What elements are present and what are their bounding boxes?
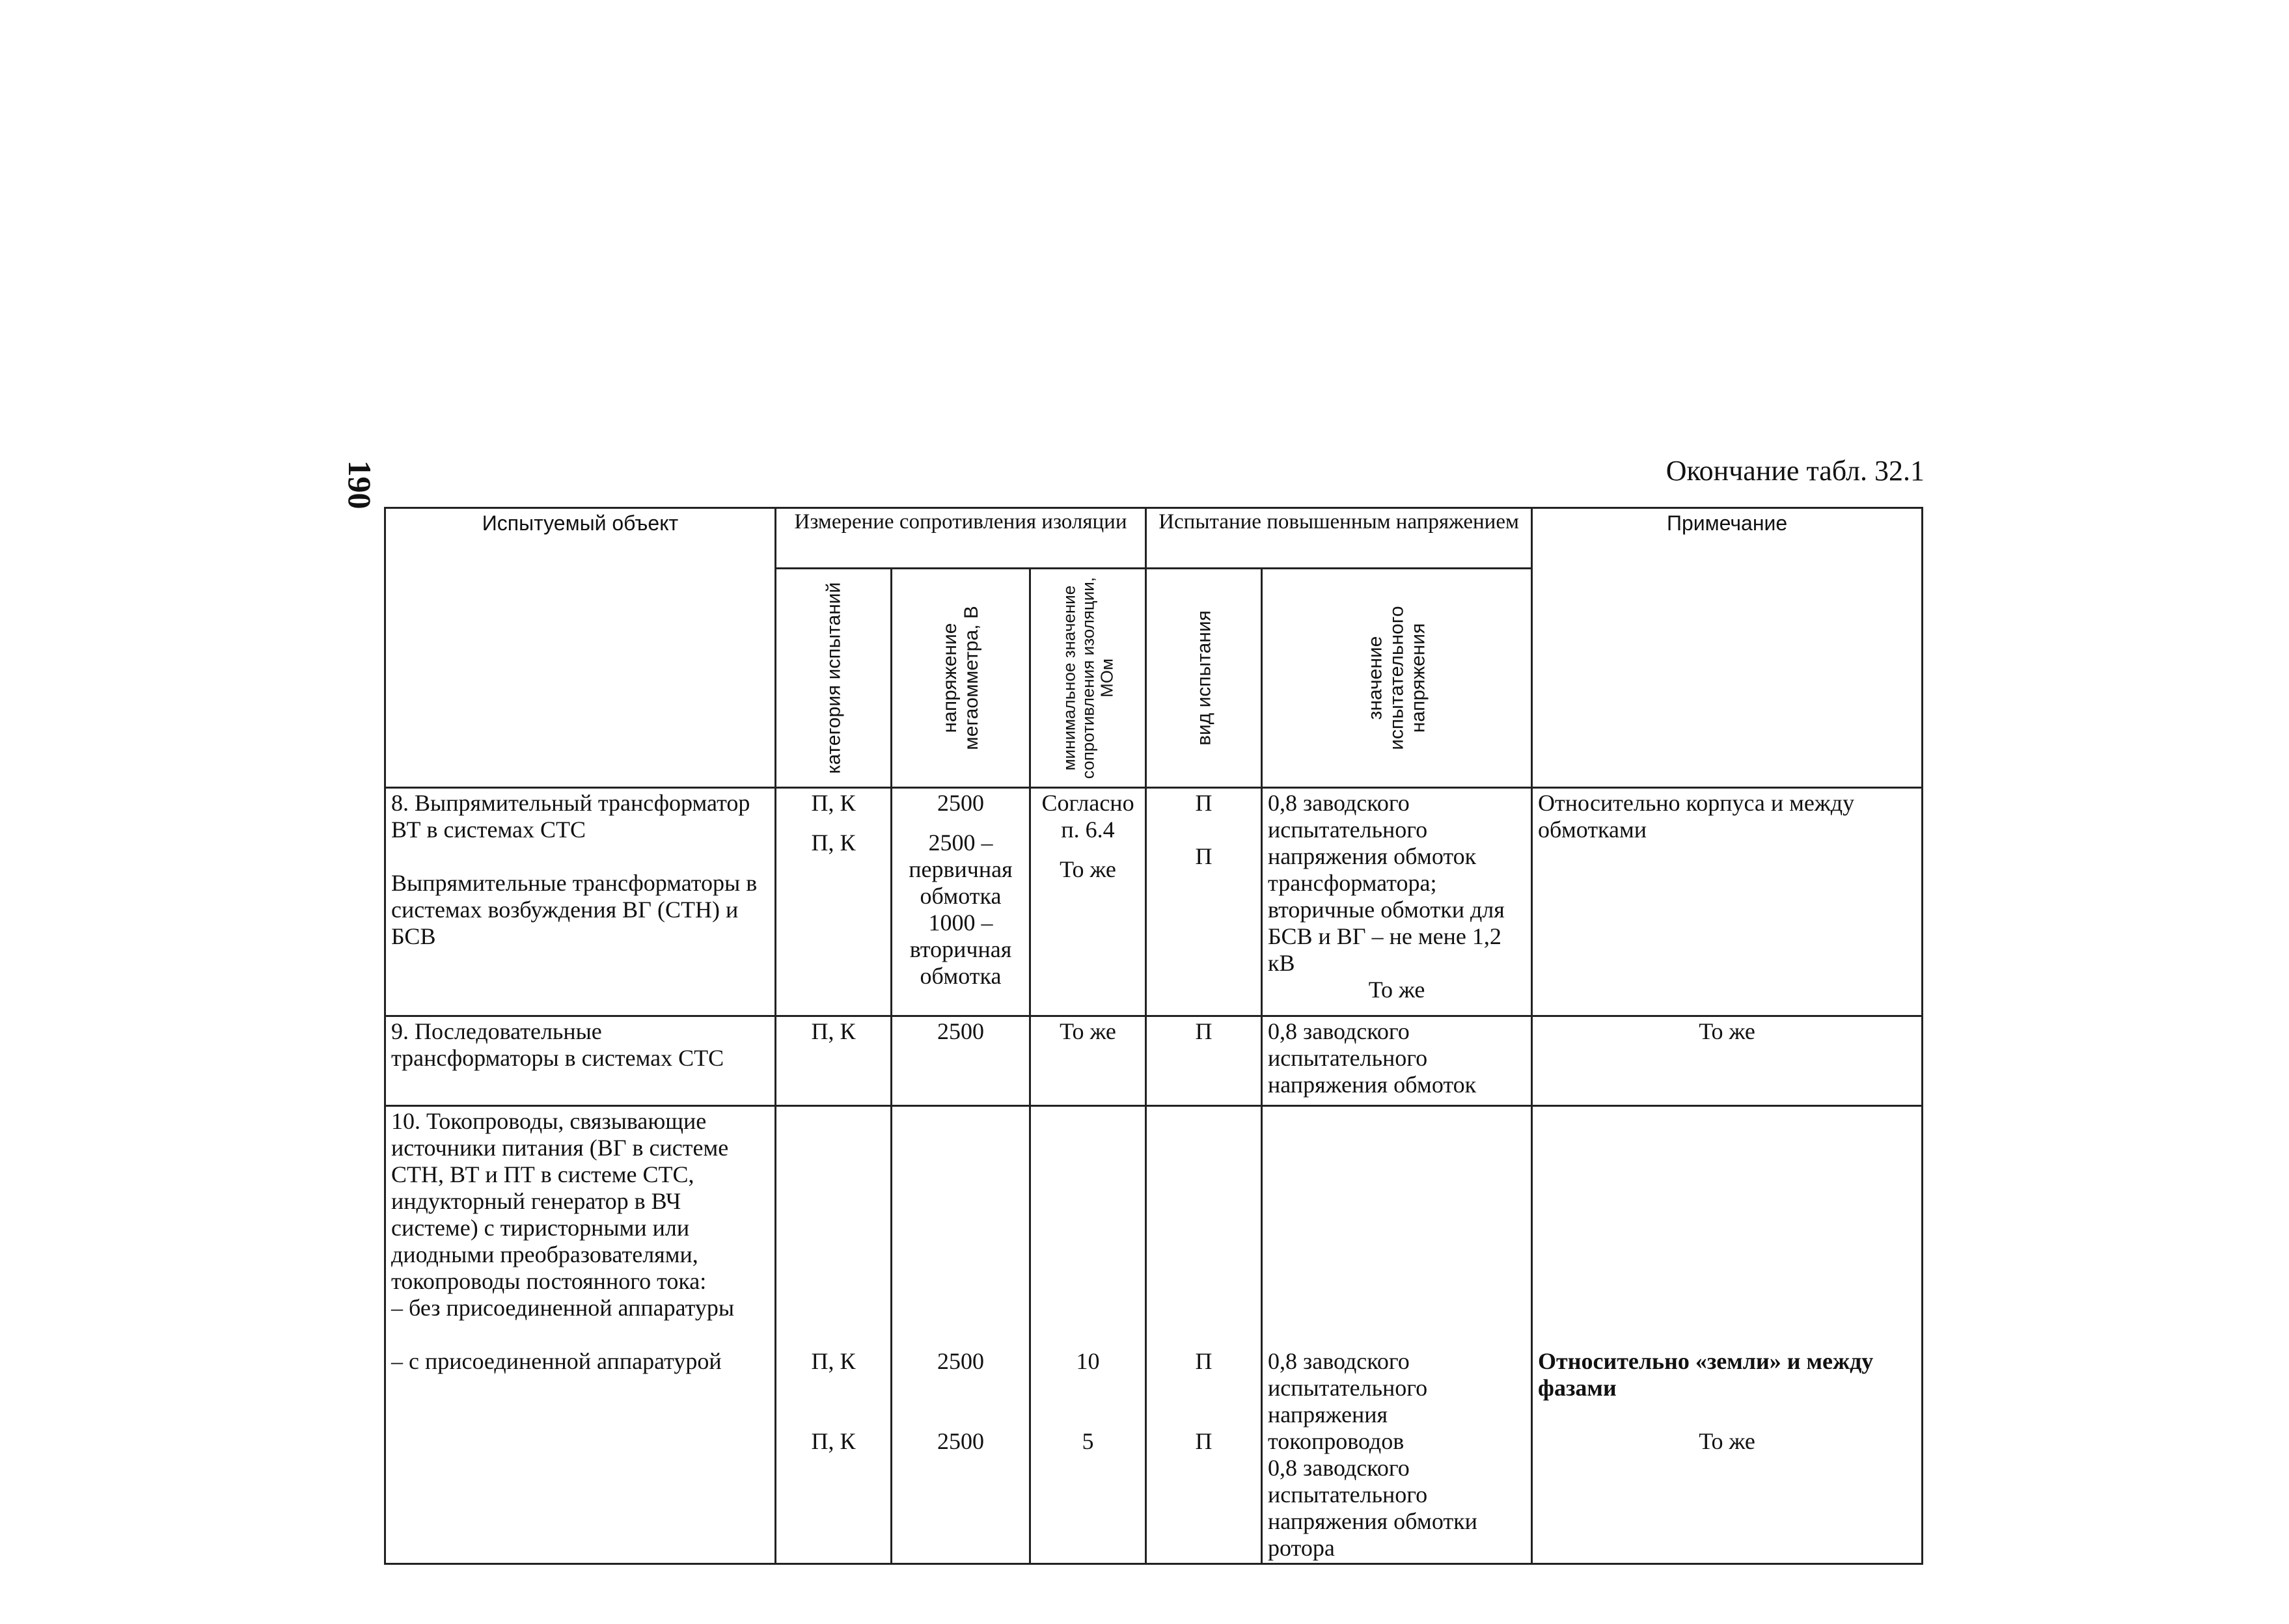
resistance-10b: 5 bbox=[1082, 1428, 1094, 1454]
note-10b: То же bbox=[1699, 1428, 1755, 1454]
header-min-resistance bbox=[1030, 569, 1146, 788]
cell-test-voltage-10 bbox=[1262, 1106, 1532, 1564]
header-test-voltage-text: значение испытательного напряжения bbox=[1364, 606, 1429, 750]
voltage-8b: 2500 – первичная обмотка 1000 – вторичная обмотка bbox=[909, 830, 1013, 989]
note-8: Относительно корпуса и между обмотками bbox=[1538, 790, 1855, 843]
cell-resistance-10 bbox=[1030, 1106, 1146, 1564]
header-test-type bbox=[1146, 569, 1262, 788]
test-type-10b: П bbox=[1195, 1428, 1213, 1454]
cell-category-9: П, К bbox=[776, 1016, 892, 1106]
header-row-1 bbox=[385, 508, 1923, 569]
cell-note-10 bbox=[1532, 1106, 1923, 1564]
cell-voltage-9: 2500 bbox=[892, 1016, 1030, 1106]
header-test-voltage bbox=[1262, 569, 1532, 788]
cell-test-type-8 bbox=[1146, 788, 1262, 1016]
cell-category-8 bbox=[776, 788, 892, 1016]
resistance-8b: То же bbox=[1060, 856, 1116, 882]
cell-resistance-8 bbox=[1030, 788, 1146, 1016]
header-category bbox=[776, 569, 892, 788]
cell-object-10 bbox=[385, 1106, 776, 1564]
object-8a: 8. Выпрямительный трансформатор ВТ в системах СТС bbox=[391, 790, 750, 843]
category-10a: П, К bbox=[811, 1348, 856, 1374]
resistance-10a: 10 bbox=[1076, 1348, 1100, 1374]
cell-test-type-9: П bbox=[1146, 1016, 1262, 1106]
voltage-10b: 2500 bbox=[937, 1428, 984, 1454]
category-8b: П, К bbox=[811, 830, 856, 856]
cell-voltage-8 bbox=[892, 788, 1030, 1016]
test-type-8a: П bbox=[1195, 790, 1213, 816]
header-voltage-text: напряжение мегаомметра, В bbox=[939, 606, 982, 750]
table-caption: Окончание табл. 32.1 bbox=[1665, 455, 1925, 487]
object-8b: Выпрямительные трансформаторы в системах возбуждения ВГ (СТН) и БСВ bbox=[391, 870, 758, 949]
object-10a: – без присоединенной аппаратуры bbox=[391, 1295, 735, 1321]
cell-object-8 bbox=[385, 788, 776, 1016]
header-object: Испытуемый объект bbox=[385, 508, 776, 788]
cell-test-voltage-8 bbox=[1262, 788, 1532, 1016]
test-voltage-10b: 0,8 заводского испытательного напряжения обмотки ротора bbox=[1268, 1455, 1477, 1561]
voltage-8a: 2500 bbox=[937, 790, 984, 816]
voltage-10a: 2500 bbox=[937, 1348, 984, 1374]
note-10a: Относительно «земли» и между фазами bbox=[1538, 1348, 1874, 1401]
category-8a: П, К bbox=[811, 790, 856, 816]
table-row-10 bbox=[385, 1106, 1923, 1564]
cell-voltage-10 bbox=[892, 1106, 1030, 1564]
test-table bbox=[384, 507, 1923, 1565]
resistance-8a: Согласно п. 6.4 bbox=[1041, 790, 1134, 843]
test-voltage-8a: 0,8 заводского испытательного напряжения обмоток трансформатора; вторичные обмотки для БСВ и ВГ – не мене 1,2 кВ bbox=[1268, 790, 1505, 976]
header-min-resistance-text: минимальное значение сопротивления изоляции, МОм bbox=[1059, 576, 1117, 779]
test-voltage-10a: 0,8 заводского испытательного напряжения токопроводов bbox=[1268, 1348, 1428, 1454]
cell-resistance-9: То же bbox=[1030, 1016, 1146, 1106]
cell-test-type-10 bbox=[1146, 1106, 1262, 1564]
cell-test-voltage-9: 0,8 заводского испытательного напряжения обмоток bbox=[1262, 1016, 1532, 1106]
cell-object-9: 9. Последовательные трансформаторы в системах СТС bbox=[385, 1016, 776, 1106]
table-row-9 bbox=[385, 1016, 1923, 1106]
header-insulation-group: Измерение сопротивления изоляции bbox=[776, 508, 1146, 569]
header-hv-group: Испытание повышенным напряжением bbox=[1146, 508, 1532, 569]
cell-note-8 bbox=[1532, 788, 1923, 1016]
test-voltage-8b: То же bbox=[1368, 977, 1425, 1003]
object-10-intro: 10. Токопроводы, связывающие источники питания (ВГ в системе СТН, ВТ и ПТ в системе СТС, индукторный генератор в ВЧ системе) с тиристорными или диодными преобразователями, токопроводы постоянного тока: bbox=[391, 1108, 729, 1294]
category-10b: П, К bbox=[811, 1428, 856, 1454]
table-row-8 bbox=[385, 788, 1923, 1016]
test-type-10a: П bbox=[1195, 1348, 1213, 1374]
page-number: 190 bbox=[342, 460, 378, 509]
cell-category-10 bbox=[776, 1106, 892, 1564]
header-megohmmeter-voltage bbox=[892, 569, 1030, 788]
header-note: Примечание bbox=[1532, 508, 1923, 788]
header-category-text: категория испытаний bbox=[823, 582, 844, 774]
header-test-type-text: вид испытания bbox=[1193, 610, 1215, 746]
test-type-8b: П bbox=[1195, 843, 1213, 869]
cell-note-9: То же bbox=[1532, 1016, 1923, 1106]
object-10b: – с присоединенной аппаратурой bbox=[391, 1348, 722, 1374]
